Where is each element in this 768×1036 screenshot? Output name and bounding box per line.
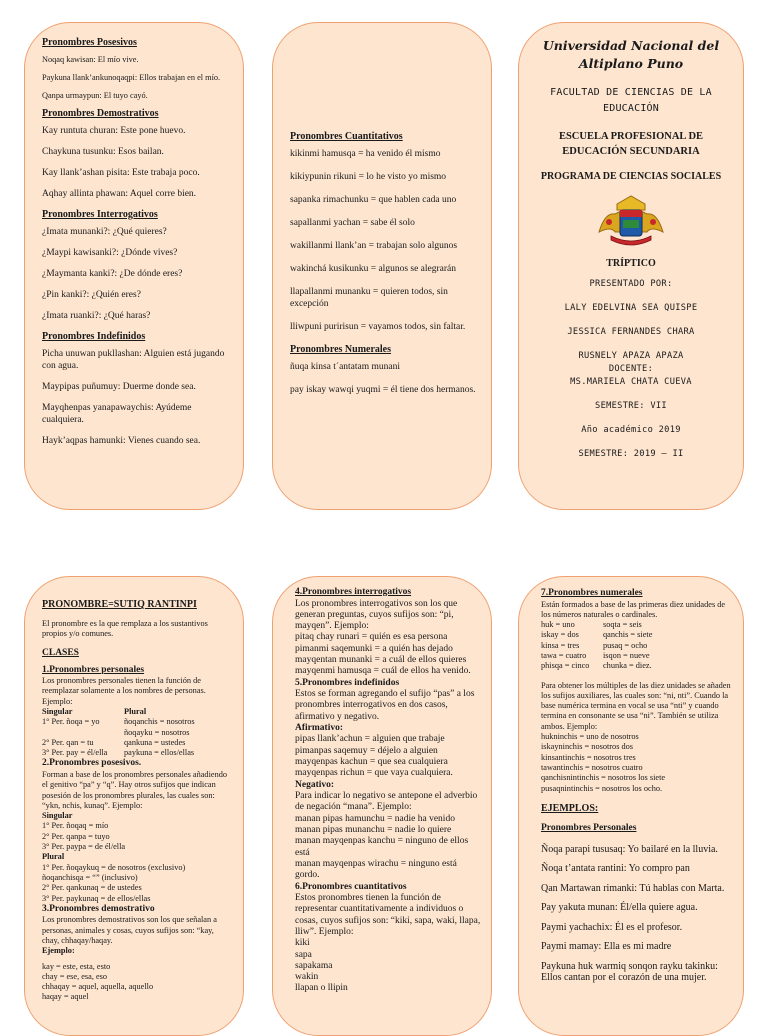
intro-text: El pronombre es la que remplaza a los sustantivos propios y/o comunes. [42,618,208,638]
panel-pronoun-intro [24,576,244,1036]
author-1: LALY EDELVINA SEA QUISPE [564,303,698,313]
heading-cuantitativos: Pronombres Cuantitativos [290,131,403,142]
heading-personales: 1.Pronombres personales [42,664,145,675]
heading-posesivos: Pronombres Posesivos [42,37,137,48]
dem-row-2: chay = ese, esa, eso [42,971,108,981]
panel-numerals-examples [518,576,744,1036]
pos-plur-1: 1° Per. ñoqaykuq = de nosotros (exclusivo) [42,862,186,872]
text-c2: kikiypunin rikuni = lo he visto yo mismo [290,172,447,182]
example-2: Ñoqa t’antata rantini: Yo compro pan [541,863,690,875]
heading-demostrativo: 3.Pronombres demostrativo [42,903,155,914]
pp-row-4-sing: 3° Per. pay = él/ella [42,748,108,758]
pp-row-3-sing: 2° Per. qan = tu [42,737,94,747]
heading-indefinidos-5: 5.Pronombres indefinidos [295,677,400,688]
num-row-3-a: kinsa = tres [541,640,580,650]
text-pos1: Noqaq kawisan: El mío vive. [42,55,139,64]
num-row-1-a: huk = uno [541,620,575,630]
text-c5: wakillanmi llank’an = trabajan solo algunos [290,241,458,251]
pos-sing-1: 1° Per. ñoqaq = mío [42,821,109,831]
num-row-1-b: soqta = seis [603,620,642,630]
cua-row-4: wakin [295,972,319,983]
text-c8: lliwpuni puririsun = vayamos todos, sin faltar. [290,322,466,332]
text-c4: sapallanmi yachan = sabe él solo [290,218,415,228]
multiples-desc: Para obtener los múltiples de las diez unidades se añaden los sufijos auxiliares, las cuales son: “ni, nti”. Cuando la base numérica termina en vocal se usa “nti” y cuando termina en consonante se usa “ni”. También se utiliza ambos. Ejemplo: [541,680,731,731]
heading-interrogativos: Pronombres Interrogativos [42,209,158,220]
heading-interrogativos-4: 4.Pronombres interrogativos [295,587,412,597]
text-n2: pay iskay wawqi yuqmi = él tiene dos hermanos. [290,385,476,395]
int-row-3: mayqentan munanki = a cuál de ellos quieres [295,654,467,665]
afi-row-3: mayqenpas kachun = que sea cualquiera [295,757,448,768]
num-row-3-b: pusaq = ocho [603,640,648,650]
panel-interrogative-indefinite [272,576,492,1036]
dem-row-4: haqay = aquel [42,992,89,1002]
int-row-2: pimanmi saqemunki = a quién has dejado [295,643,453,654]
text-int2: ¿Maypi kawisanki?: ¿Dónde vives? [42,248,178,258]
text-c6: wakinchá kusikunku = algunos se alegrarán [290,264,457,274]
cua-row-3: sapakama [295,960,333,971]
numerales-desc: Están formados a base de las primeras diez unidades de los números naturales o cardinales. [541,599,726,619]
pos-plur-3: 3° Per. paykunaq = de ellos/ellas [42,893,151,903]
example-3: Qan Martawan rimanki: Tú hablas con Marta. [541,882,725,894]
example-1: Ñoqa parapi tususaq: Yo bailaré en la lluvia. [541,843,718,855]
mult-row-6: pusaqnintinchis = nosotros los ocho. [541,783,663,793]
school-name: ESCUELA PROFESIONAL DE EDUCACIÓN SECUNDARIA [558,131,704,157]
panel-quantitative-pronouns [272,22,492,510]
text-dem3: Kay llank’ashan pisita: Este trabaja poco. [42,168,200,178]
label-ejemplo: Ejemplo: [42,696,73,706]
document-title: TRÍPTICO [606,258,656,269]
text-ind4: Hayk’aqpas hamunki: Vienes cuando sea. [42,436,201,446]
text-c1: kikinmi hamusqa = ha venido él mismo [290,149,441,159]
text-dem4: Aqhay allinta phawan: Aquel corre bien. [42,189,197,199]
neg-row-4: manan mayqenpas wirachu = ninguno está gordo. [295,858,457,881]
teacher-name: MS.MARIELA CHATA CUEVA [570,377,692,387]
text-ind3: Mayqhenpas yanapawaychis: Ayúdeme cualquiera. [42,403,192,425]
afi-row-4: mayqenpas richun = que vaya cualquiera. [295,768,453,779]
negativo-desc: Para indicar lo negativo se antepone el adverbio de negación “mana”. Ejemplo: [295,791,478,813]
university-crest-icon [591,192,671,252]
cuantitativos-desc: Estos pronombres tienen la función de representar cuantitativamente a individuos o cosas, cuyos sufijos son: “kiki, sapa, waki, llapa, lliw”. Ejemplo: [295,893,481,937]
neg-row-2: manan pipas munanchu = nadie lo quiere [295,825,452,836]
posesivos-desc: Forman a base de los pronombres personales añadiendo el genitivo “pa” y “q”. Hay otros sufijos que indican posesión de los pronombres plurales, las cuales son: “ykn, nchis, kunaq”. Ejemplo: [42,769,228,810]
heading-demostrativos: Pronombres Demostrativos [42,108,159,119]
text-ind1: Picha unuwan pukllashan: Alguien está jugando con agua. [42,349,225,371]
heading-clases: CLASES [42,648,79,659]
section-title: PRONOMBRE=SUTIQ RANTINPI [42,599,197,610]
dem-row-3: chhaqay = aquel, aquella, aquello [42,982,154,992]
mult-row-1: hukninchis = uno de nosotros [541,732,639,742]
semester: SEMESTRE: VII [595,401,667,411]
indefinidos-desc: Estos se forman agregando el sufijo “pas” a los pronombres interrogativos en dos casos, afirmativo y negativo. [295,689,475,722]
example-4: Pay yakuta munan: Él/ella quiere agua. [541,902,698,914]
afi-row-1: pipas llank’achun = alguien que trabaje [295,734,445,745]
cua-row-1: kiki [295,938,310,949]
cua-row-2: sapa [295,949,312,960]
label-singular-2: Singular [42,811,73,821]
afi-row-2: pimanpas saqemuy = déjelo a alguien [295,745,438,756]
author-2: JESSICA FERNANDES CHARA [567,327,695,337]
example-5: Paymi yachachix: Él es el profesor. [541,921,683,933]
heading-pron-personales: Pronombres Personales [541,823,637,834]
presented-by-label: PRESENTADO POR: [589,279,673,289]
label-plural-2: Plural [42,852,65,862]
label-plural: Plural [124,706,147,716]
pp-row-1-plur: ñoqanchis = nosotros [124,717,195,727]
num-row-4-b: isqon = nueve [603,650,650,660]
heading-indefinidos: Pronombres Indefinidos [42,331,146,342]
mult-row-3: kinsantinchis = nosotros tres [541,752,636,762]
demostrativo-desc: Los pronombres demostrativos son los que señalan a personas, animales y cosas, cuyos sufijos son: “kay, chay, chhaqay/haqay. [42,915,217,945]
text-int1: ¿Imata munanki?: ¿Qué quieres? [42,227,167,237]
text-int4: ¿Pin kanki?: ¿Quién eres? [42,290,141,300]
semester-2: SEMESTRE: 2019 – II [578,449,684,459]
heading-cuantitativos-6: 6.Pronombres cuantitativos [295,881,407,892]
pos-sing-2: 2° Per. qanpa = tuyo [42,831,110,841]
pos-plur-2: 2° Per. qankunaq = de ustedes [42,883,142,893]
pp-row-4-plur: paykuna = ellos/ellas [124,748,195,758]
panel-possessive-pronouns [24,22,244,510]
dem-row-1: kay = este, esta, esto [42,961,111,971]
int-row-4: mayqenmi hamusqa = cuál de ellos ha venido. [295,666,471,677]
heading-posesivos-2: 2.Pronombres posesivos. [42,758,142,769]
num-row-2-b: qanchis = siete [603,630,653,640]
neg-row-1: manan pipas hamunchu = nadie ha venido [295,813,455,824]
num-row-5-a: phisqa = cinco [541,661,590,671]
faculty-name: FACULTAD DE CIENCIAS DE LA EDUCACIÓN [550,87,712,114]
text-dem1: Kay runtuta churan: Este pone huevo. [42,126,186,136]
heading-ejemplos: EJEMPLOS: [541,802,599,814]
label-singular: Singular [42,706,73,716]
text-n1: ñuqa kinsa t´antatam munani [290,362,401,372]
text-int5: ¿Imata ruanki?: ¿Qué haras? [42,311,151,321]
pp-row-3-plur: qankuna = ustedes [124,737,186,747]
pos-sing-3: 3° Per. paypa = de él/ella [42,842,126,852]
label-afirmativo: Afirmativo: [295,722,344,733]
mult-row-4: tawantinchis = nosotros cuatro [541,762,643,772]
text-c7: llapallanmi munanku = quieren todos, sin excepción [290,287,448,309]
text-dem2: Chaykuna tusunku: Esos bailan. [42,147,164,157]
panel-cover [518,22,744,510]
neg-row-3: manan mayqenpas kanchu = ninguno de ellos está [295,836,469,858]
example-7: Paykuna huk warmiq sonqon rayku takinku: Ellos cantan por el corazón de una mujer. [541,960,718,984]
university-line-1: Universidad Nacional del [542,38,720,53]
pos-plur-1b: ñoqanchisqa = “” (inclusivo) [42,872,138,882]
pp-row-2-plur: ñoqayku = nosotros [124,727,190,737]
int-row-1: pitaq chay runari = quién es esa persona [295,632,448,643]
author-3: RUSNELY APAZA APAZA [578,351,684,361]
personales-desc: Los pronombres personales tienen la función de reemplazar solamente a los nombres de personas. [42,676,206,696]
example-6: Paymi mamay: Ella es mi madre [541,941,672,953]
pp-row-1-sing: 1° Per. ñoqa = yo [42,717,100,727]
pp-row-2-sing [42,728,124,738]
text-int3: ¿Maymanta kanki?: ¿De dónde eres? [42,269,183,279]
label-ejemplo-2: Ejemplo: [42,946,75,956]
heading-numerales: Pronombres Numerales [290,344,392,355]
text-pos2: Paykuna llank’ankunoqaqpi: Ellos trabajan en el mío. [42,73,221,82]
teacher-label: DOCENTE: [608,364,654,374]
interrogativos-desc: Los pronombres interrogativos son los que generan preguntas, cuyos sufijos son: “pi, mayqen”. Ejemplo: [295,598,458,632]
university-line-2: Altiplano Puno [578,56,684,71]
heading-numerales-7: 7.Pronombres numerales [541,588,643,598]
program-name: PROGRAMA DE CIENCIAS SOCIALES [540,171,722,182]
cua-row-5: llapan o llipin [295,983,348,994]
num-row-5-b: chunka = diez. [603,661,652,671]
num-row-4-a: tawa = cuatro [541,650,587,660]
text-pos3: Qanpa urmaypun: El tuyo cayó. [42,91,148,100]
text-c3: sapanka rimachunku = que hablen cada uno [290,195,457,205]
mult-row-5: qanchisnintinchis = nosotros los siete [541,773,666,783]
text-ind2: Maypipas puñumuy: Duerme donde sea. [42,382,196,392]
university-name [527,37,735,73]
num-row-2-a: iskay = dos [541,630,579,640]
mult-row-2: iskayninchis = nosotros dos [541,742,634,752]
academic-year: Año académico 2019 [581,425,681,435]
label-negativo: Negativo: [295,779,335,790]
